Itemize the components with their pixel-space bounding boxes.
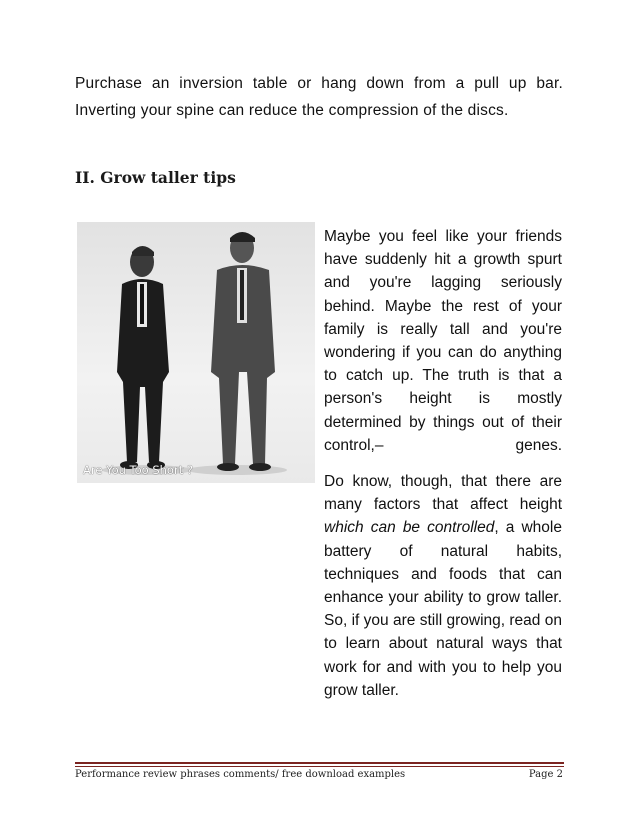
page-number: Page 2 [528,769,563,780]
body-text [324,225,562,715]
footer-rule-thin [75,766,564,767]
section-heading: II. Grow taller tips [75,168,236,187]
para1-main: Maybe you feel like your friends have suddenly hit a growth spurt and you're lagging seriously behind. Maybe the rest of your family is really tall and you're wondering if you can do anything to catch up. The truth is that a person's height is mostly determined by things out of their [324,228,562,431]
para2-emphasis: which can be controlled [324,519,495,537]
paragraph-height-genes [324,225,562,457]
image-caption: Are You Too Short ? [83,463,193,477]
footer-rule-thick [75,762,564,764]
photo-two-men [77,222,315,483]
footer-title: Performance review phrases comments/ free download examples [75,769,406,780]
intro-paragraph: Purchase an inversion table or hang down from a pull up bar. Inverting your spine can reduce the compression of the discs. [75,75,563,119]
para2-after: , a whole battery of natural habits, techniques and foods that can enhance your ability to grow taller. So, if you are still growing, read on to learn about natural ways that work for and with you to help you grow taller. [324,519,562,699]
para2-before: Do know, though, that there are many factors that affect height [324,473,562,514]
paragraph-natural-ways [324,470,562,702]
para1-last-line: control,– genes. [324,436,562,454]
